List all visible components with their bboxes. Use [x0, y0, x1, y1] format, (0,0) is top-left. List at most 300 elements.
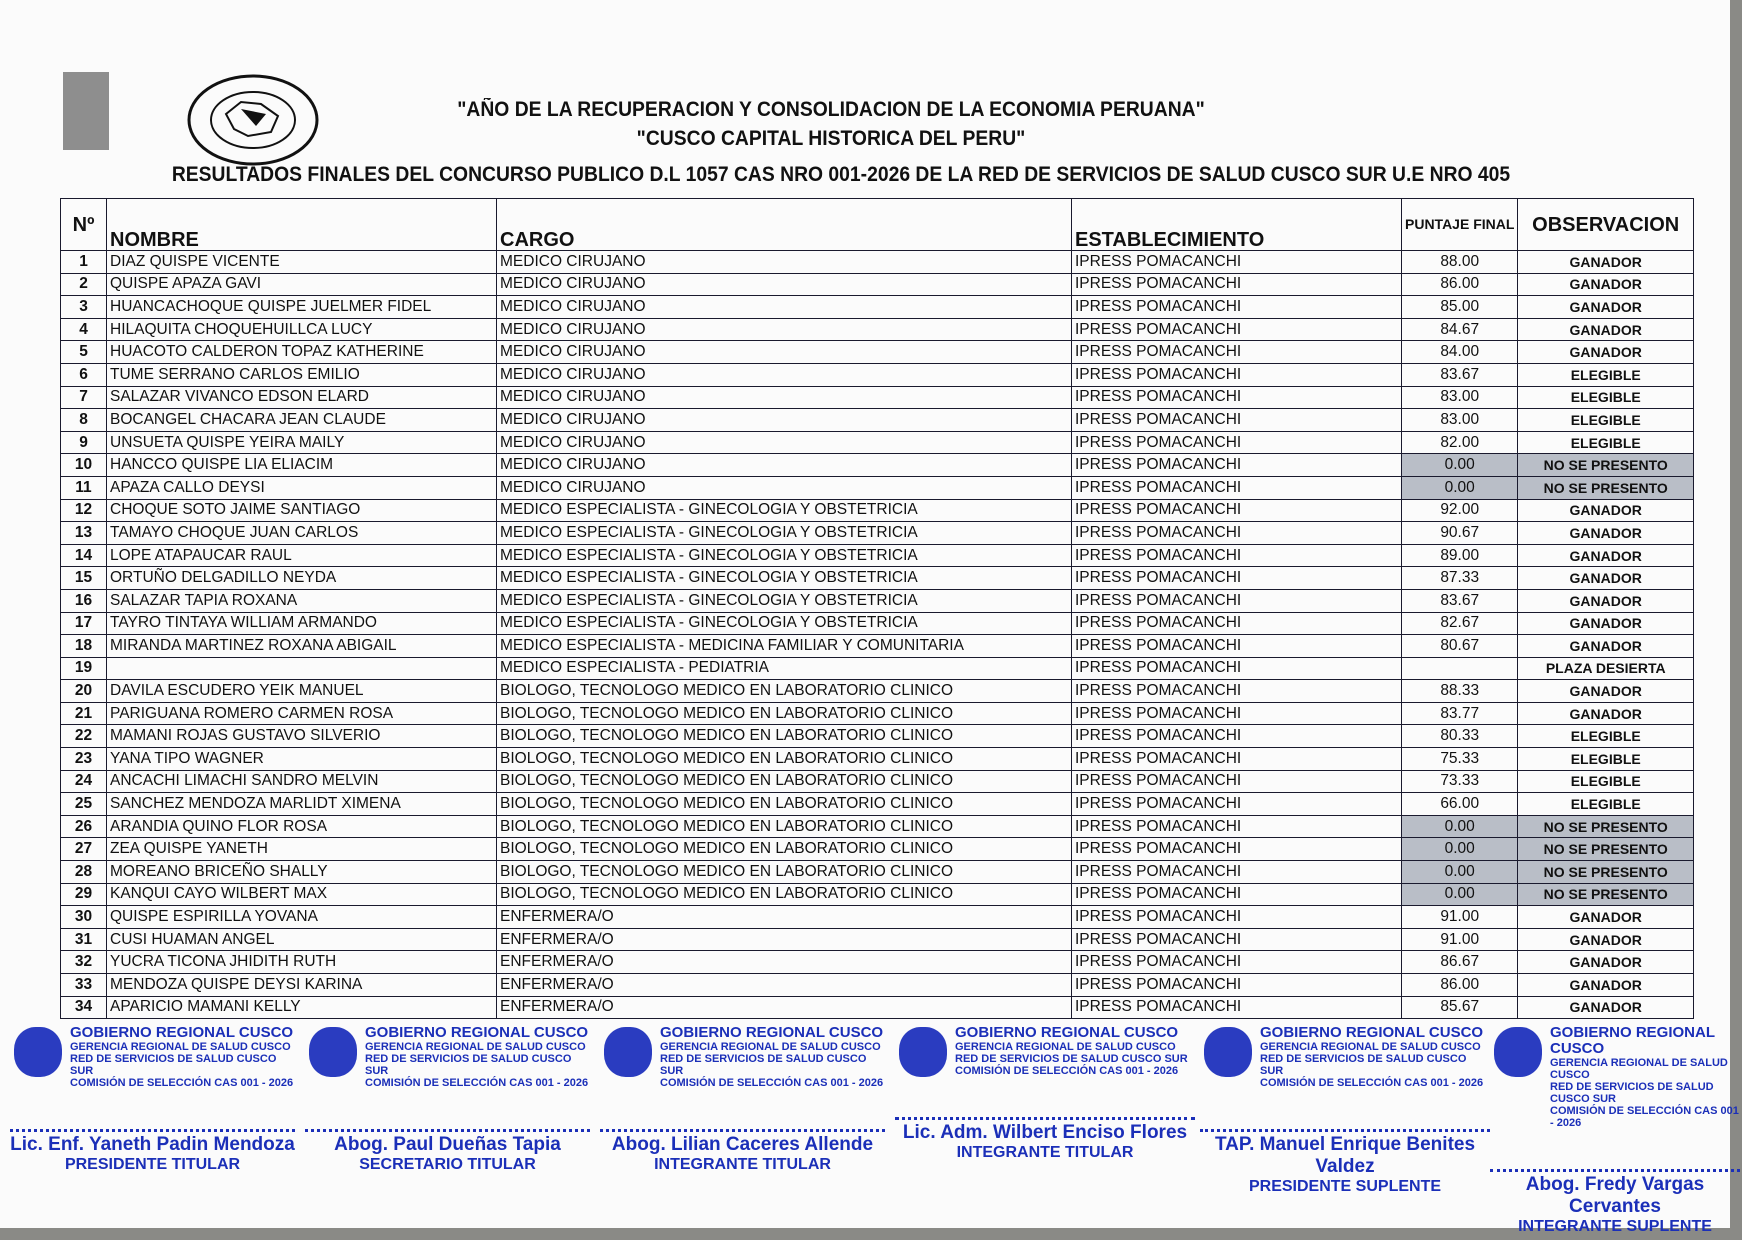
row-nombre: MENDOZA QUISPE DEYSI KARINA	[107, 974, 497, 997]
row-puntaje: 83.00	[1402, 386, 1518, 409]
row-cargo: MEDICO CIRUJANO	[497, 386, 1072, 409]
row-puntaje: 86.00	[1402, 974, 1518, 997]
row-number: 22	[61, 725, 107, 748]
signer-role: PRESIDENTE SUPLENTE	[1248, 1178, 1442, 1195]
row-cargo: MEDICO CIRUJANO	[497, 476, 1072, 499]
row-establecimiento: IPRESS POMACANCHI	[1072, 567, 1402, 590]
table-row	[61, 589, 1694, 612]
row-cargo: BIOLOGO, TECNOLOGO MEDICO EN LABORATORIO CLINICO	[497, 702, 1072, 725]
row-nombre: TUME SERRANO CARLOS EMILIO	[107, 363, 497, 386]
row-number: 30	[61, 906, 107, 929]
row-number: 33	[61, 974, 107, 997]
row-cargo: MEDICO ESPECIALISTA - MEDICINA FAMILIAR Y COMUNITARIA	[497, 635, 1072, 658]
results-table	[60, 198, 1694, 1019]
row-observacion: NO SE PRESENTO	[1518, 476, 1694, 499]
row-number: 17	[61, 612, 107, 635]
table-row	[61, 680, 1694, 703]
stamp-line: GERENCIA REGIONAL DE SALUD CUSCO	[365, 1041, 586, 1053]
row-establecimiento: IPRESS POMACANCHI	[1072, 725, 1402, 748]
row-observacion: NO SE PRESENTO	[1518, 454, 1694, 477]
row-observacion: NO SE PRESENTO	[1518, 838, 1694, 861]
row-establecimiento: IPRESS POMACANCHI	[1072, 431, 1402, 454]
row-number: 24	[61, 770, 107, 793]
row-cargo: MEDICO CIRUJANO	[497, 454, 1072, 477]
row-cargo: BIOLOGO, TECNOLOGO MEDICO EN LABORATORIO CLINICO	[497, 883, 1072, 906]
row-observacion: GANADOR	[1518, 635, 1694, 658]
row-establecimiento: IPRESS POMACANCHI	[1072, 702, 1402, 725]
row-puntaje: 80.67	[1402, 635, 1518, 658]
row-puntaje	[1402, 657, 1518, 680]
signer-name: Abog. Paul Dueñas Tapia	[334, 1134, 561, 1155]
row-number: 23	[61, 748, 107, 771]
col-observacion: OBSERVACION	[1518, 199, 1694, 251]
table-row	[61, 544, 1694, 567]
row-observacion: ELEGIBLE	[1518, 386, 1694, 409]
row-establecimiento: IPRESS POMACANCHI	[1072, 635, 1402, 658]
col-cargo: CARGO	[497, 199, 1072, 251]
row-number: 27	[61, 838, 107, 861]
stamp-line: GOBIERNO REGIONAL CUSCO	[660, 1024, 884, 1041]
row-nombre: PARIGUANA ROMERO CARMEN ROSA	[107, 702, 497, 725]
row-observacion: GANADOR	[1518, 522, 1694, 545]
row-establecimiento: IPRESS POMACANCHI	[1072, 386, 1402, 409]
row-number: 11	[61, 476, 107, 499]
row-puntaje: 91.00	[1402, 906, 1518, 929]
row-establecimiento: IPRESS POMACANCHI	[1072, 296, 1402, 319]
row-establecimiento: IPRESS POMACANCHI	[1072, 363, 1402, 386]
signer-role: INTEGRANTE TITULAR	[956, 1144, 1134, 1161]
row-number: 3	[61, 296, 107, 319]
row-nombre: ZEA QUISPE YANETH	[107, 838, 497, 861]
stamp-line: COMISIÓN DE SELECCIÓN CAS 001 - 2026	[365, 1077, 589, 1089]
row-number: 12	[61, 499, 107, 522]
stamp-line: COMISIÓN DE SELECCIÓN CAS 001 - 2026	[955, 1065, 1179, 1077]
row-establecimiento: IPRESS POMACANCHI	[1072, 974, 1402, 997]
row-puntaje: 86.67	[1402, 951, 1518, 974]
row-puntaje: 90.67	[1402, 522, 1518, 545]
row-observacion: GANADOR	[1518, 589, 1694, 612]
row-nombre: SANCHEZ MENDOZA MARLIDT XIMENA	[107, 793, 497, 816]
row-observacion: GANADOR	[1518, 273, 1694, 296]
header-line-1: "AÑO DE LA RECUPERACION Y CONSOLIDACION DE LA ECONOMIA PERUANA"	[457, 98, 1205, 121]
row-establecimiento: IPRESS POMACANCHI	[1072, 996, 1402, 1019]
row-nombre: HILAQUITA CHOQUEHUILLCA LUCY	[107, 318, 497, 341]
row-observacion: GANADOR	[1518, 612, 1694, 635]
row-puntaje: 91.00	[1402, 928, 1518, 951]
row-establecimiento: IPRESS POMACANCHI	[1072, 657, 1402, 680]
row-number: 2	[61, 273, 107, 296]
signer-role: INTEGRANTE SUPLENTE	[1518, 1218, 1712, 1235]
row-number: 14	[61, 544, 107, 567]
row-establecimiento: IPRESS POMACANCHI	[1072, 770, 1402, 793]
signature-3	[600, 1025, 885, 1174]
row-observacion: GANADOR	[1518, 341, 1694, 364]
stamp-line: RED DE SERVICIOS DE SALUD CUSCO SUR	[1260, 1053, 1467, 1077]
crest-icon	[1494, 1027, 1542, 1077]
crest-icon	[14, 1027, 62, 1077]
stamp-line: COMISIÓN DE SELECCIÓN CAS 001 - 2026	[1260, 1077, 1484, 1089]
row-puntaje: 0.00	[1402, 454, 1518, 477]
row-number: 13	[61, 522, 107, 545]
row-cargo: BIOLOGO, TECNOLOGO MEDICO EN LABORATORIO CLINICO	[497, 770, 1072, 793]
row-puntaje: 84.00	[1402, 341, 1518, 364]
row-observacion: ELEGIBLE	[1518, 725, 1694, 748]
stamp-line: GERENCIA REGIONAL DE SALUD CUSCO	[660, 1041, 881, 1053]
row-cargo: MEDICO CIRUJANO	[497, 363, 1072, 386]
row-puntaje: 85.67	[1402, 996, 1518, 1019]
row-observacion: PLAZA DESIERTA	[1518, 657, 1694, 680]
stamp-line: RED DE SERVICIOS DE SALUD CUSCO SUR	[365, 1053, 572, 1077]
table-row	[61, 725, 1694, 748]
row-cargo: MEDICO CIRUJANO	[497, 318, 1072, 341]
official-stamp	[1490, 1025, 1740, 1129]
row-puntaje: 87.33	[1402, 567, 1518, 590]
row-establecimiento: IPRESS POMACANCHI	[1072, 409, 1402, 432]
row-observacion: NO SE PRESENTO	[1518, 883, 1694, 906]
row-cargo: MEDICO ESPECIALISTA - GINECOLOGIA Y OBSTETRICIA	[497, 589, 1072, 612]
row-cargo: BIOLOGO, TECNOLOGO MEDICO EN LABORATORIO CLINICO	[497, 793, 1072, 816]
col-puntaje: PUNTAJE FINAL	[1402, 199, 1518, 251]
row-cargo: ENFERMERA/O	[497, 996, 1072, 1019]
row-puntaje: 83.67	[1402, 363, 1518, 386]
row-observacion: GANADOR	[1518, 680, 1694, 703]
stamp-line: COMISIÓN DE SELECCIÓN CAS 001 - 2026	[660, 1077, 884, 1089]
row-nombre: TAYRO TINTAYA WILLIAM ARMANDO	[107, 612, 497, 635]
row-puntaje: 0.00	[1402, 815, 1518, 838]
signer-role: INTEGRANTE TITULAR	[654, 1156, 831, 1173]
table-row	[61, 273, 1694, 296]
row-puntaje: 84.67	[1402, 318, 1518, 341]
row-nombre: YANA TIPO WAGNER	[107, 748, 497, 771]
row-observacion: ELEGIBLE	[1518, 793, 1694, 816]
table-row	[61, 883, 1694, 906]
table-row	[61, 454, 1694, 477]
row-establecimiento: IPRESS POMACANCHI	[1072, 454, 1402, 477]
row-cargo: BIOLOGO, TECNOLOGO MEDICO EN LABORATORIO CLINICO	[497, 680, 1072, 703]
row-cargo: ENFERMERA/O	[497, 906, 1072, 929]
signature-line	[1200, 1129, 1490, 1132]
stamp-line: GOBIERNO REGIONAL CUSCO	[1550, 1024, 1715, 1057]
row-establecimiento: IPRESS POMACANCHI	[1072, 589, 1402, 612]
table-row	[61, 635, 1694, 658]
table-row	[61, 296, 1694, 319]
row-nombre: ORTUÑO DELGADILLO NEYDA	[107, 567, 497, 590]
row-nombre: QUISPE APAZA GAVI	[107, 273, 497, 296]
row-number: 20	[61, 680, 107, 703]
signer-name: Abog. Fredy Vargas Cervantes	[1525, 1174, 1705, 1217]
row-cargo: BIOLOGO, TECNOLOGO MEDICO EN LABORATORIO CLINICO	[497, 861, 1072, 884]
row-observacion: NO SE PRESENTO	[1518, 861, 1694, 884]
row-number: 32	[61, 951, 107, 974]
signature-1	[10, 1025, 295, 1174]
row-nombre: UNSUETA QUISPE YEIRA MAILY	[107, 431, 497, 454]
row-nombre: CHOQUE SOTO JAIME SANTIAGO	[107, 499, 497, 522]
row-cargo: MEDICO ESPECIALISTA - GINECOLOGIA Y OBSTETRICIA	[497, 499, 1072, 522]
row-nombre: DIAZ QUISPE VICENTE	[107, 251, 497, 274]
row-nombre: MAMANI ROJAS GUSTAVO SILVERIO	[107, 725, 497, 748]
row-puntaje: 0.00	[1402, 861, 1518, 884]
table-row	[61, 341, 1694, 364]
stamp-line: RED DE SERVICIOS DE SALUD CUSCO SUR	[955, 1053, 1188, 1065]
stamp-line: GERENCIA REGIONAL DE SALUD CUSCO	[955, 1041, 1176, 1053]
signer-role: PRESIDENTE TITULAR	[64, 1156, 241, 1173]
row-nombre: APARICIO MAMANI KELLY	[107, 996, 497, 1019]
signature-line	[305, 1129, 590, 1132]
col-nombre: NOMBRE	[107, 199, 497, 251]
table-row	[61, 951, 1694, 974]
table-row	[61, 928, 1694, 951]
stamp-line: GERENCIA REGIONAL DE SALUD CUSCO	[1550, 1057, 1728, 1081]
row-establecimiento: IPRESS POMACANCHI	[1072, 499, 1402, 522]
row-puntaje: 92.00	[1402, 499, 1518, 522]
table-row	[61, 861, 1694, 884]
crest-icon	[604, 1027, 652, 1077]
stamp-line: COMISIÓN DE SELECCIÓN CAS 001 - 2026	[70, 1077, 294, 1089]
row-number: 21	[61, 702, 107, 725]
row-nombre: MIRANDA MARTINEZ ROXANA ABIGAIL	[107, 635, 497, 658]
row-observacion: GANADOR	[1518, 296, 1694, 319]
signer-name: Abog. Lilian Caceres Allende	[611, 1134, 874, 1155]
row-nombre: APAZA CALLO DEYSI	[107, 476, 497, 499]
signer-role: SECRETARIO TITULAR	[359, 1156, 536, 1173]
official-stamp	[600, 1025, 885, 1089]
table-row	[61, 906, 1694, 929]
signature-block	[0, 1024, 1742, 1235]
row-nombre	[107, 657, 497, 680]
row-puntaje: 86.00	[1402, 273, 1518, 296]
row-establecimiento: IPRESS POMACANCHI	[1072, 951, 1402, 974]
row-number: 5	[61, 341, 107, 364]
row-puntaje: 0.00	[1402, 883, 1518, 906]
table-row	[61, 363, 1694, 386]
document-title: RESULTADOS FINALES DEL CONCURSO PUBLICO D.L 1057 CAS NRO 001-2026 DE LA RED DE SERVICIOS DE SALUD CUSCO SUR U.E NRO 405	[171, 163, 1511, 186]
row-nombre: BOCANGEL CHACARA JEAN CLAUDE	[107, 409, 497, 432]
row-puntaje: 66.00	[1402, 793, 1518, 816]
row-establecimiento: IPRESS POMACANCHI	[1072, 793, 1402, 816]
stamp-line: GERENCIA REGIONAL DE SALUD CUSCO	[1260, 1041, 1481, 1053]
row-observacion: NO SE PRESENTO	[1518, 815, 1694, 838]
table-row	[61, 386, 1694, 409]
row-observacion: ELEGIBLE	[1518, 409, 1694, 432]
row-puntaje: 82.67	[1402, 612, 1518, 635]
row-observacion: GANADOR	[1518, 567, 1694, 590]
signature-line	[1490, 1169, 1740, 1172]
signer-name: TAP. Manuel Enrique Benites Valdez	[1214, 1134, 1476, 1177]
table-row	[61, 499, 1694, 522]
row-number: 29	[61, 883, 107, 906]
official-stamp	[1200, 1025, 1490, 1089]
row-number: 10	[61, 454, 107, 477]
stamp-line: GOBIERNO REGIONAL CUSCO	[70, 1024, 294, 1041]
row-nombre: HUANCACHOQUE QUISPE JUELMER FIDEL	[107, 296, 497, 319]
row-puntaje: 83.67	[1402, 589, 1518, 612]
row-establecimiento: IPRESS POMACANCHI	[1072, 251, 1402, 274]
row-puntaje: 85.00	[1402, 296, 1518, 319]
row-cargo: MEDICO CIRUJANO	[497, 251, 1072, 274]
row-nombre: SALAZAR TAPIA ROXANA	[107, 589, 497, 612]
table-row	[61, 702, 1694, 725]
table-row	[61, 748, 1694, 771]
row-number: 26	[61, 815, 107, 838]
row-cargo: ENFERMERA/O	[497, 951, 1072, 974]
row-nombre: ANCACHI LIMACHI SANDRO MELVIN	[107, 770, 497, 793]
row-observacion: GANADOR	[1518, 928, 1694, 951]
row-observacion: ELEGIBLE	[1518, 748, 1694, 771]
table-row	[61, 815, 1694, 838]
row-number: 19	[61, 657, 107, 680]
stamp-line: RED DE SERVICIOS DE SALUD CUSCO SUR	[70, 1053, 277, 1077]
crest-icon	[309, 1027, 357, 1077]
row-nombre: YUCRA TICONA JHIDITH RUTH	[107, 951, 497, 974]
row-cargo: ENFERMERA/O	[497, 928, 1072, 951]
stamp-line: GOBIERNO REGIONAL CUSCO	[955, 1024, 1179, 1041]
row-establecimiento: IPRESS POMACANCHI	[1072, 612, 1402, 635]
row-nombre: DAVILA ESCUDERO YEIK MANUEL	[107, 680, 497, 703]
row-observacion: ELEGIBLE	[1518, 770, 1694, 793]
table-row	[61, 476, 1694, 499]
row-cargo: BIOLOGO, TECNOLOGO MEDICO EN LABORATORIO CLINICO	[497, 838, 1072, 861]
col-establecimiento: ESTABLECIMIENTO	[1072, 199, 1402, 251]
table-row	[61, 974, 1694, 997]
row-establecimiento: IPRESS POMACANCHI	[1072, 838, 1402, 861]
row-number: 9	[61, 431, 107, 454]
row-cargo: BIOLOGO, TECNOLOGO MEDICO EN LABORATORIO CLINICO	[497, 725, 1072, 748]
row-cargo: MEDICO ESPECIALISTA - GINECOLOGIA Y OBSTETRICIA	[497, 612, 1072, 635]
row-nombre: QUISPE ESPIRILLA YOVANA	[107, 906, 497, 929]
row-cargo: BIOLOGO, TECNOLOGO MEDICO EN LABORATORIO CLINICO	[497, 815, 1072, 838]
official-stamp	[895, 1025, 1195, 1077]
row-cargo: MEDICO ESPECIALISTA - PEDIATRIA	[497, 657, 1072, 680]
row-nombre: MOREANO BRICEÑO SHALLY	[107, 861, 497, 884]
row-puntaje: 75.33	[1402, 748, 1518, 771]
table-row	[61, 409, 1694, 432]
official-stamp	[10, 1025, 295, 1089]
row-nombre: ARANDIA QUINO FLOR ROSA	[107, 815, 497, 838]
row-number: 28	[61, 861, 107, 884]
table-row	[61, 522, 1694, 545]
row-number: 16	[61, 589, 107, 612]
table-row	[61, 318, 1694, 341]
row-establecimiento: IPRESS POMACANCHI	[1072, 906, 1402, 929]
row-puntaje: 73.33	[1402, 770, 1518, 793]
table-row	[61, 567, 1694, 590]
row-establecimiento: IPRESS POMACANCHI	[1072, 748, 1402, 771]
row-puntaje: 83.00	[1402, 409, 1518, 432]
row-cargo: MEDICO CIRUJANO	[497, 273, 1072, 296]
row-observacion: ELEGIBLE	[1518, 363, 1694, 386]
row-puntaje: 89.00	[1402, 544, 1518, 567]
row-nombre: HANCCO QUISPE LIA ELIACIM	[107, 454, 497, 477]
signature-line	[895, 1117, 1195, 1120]
row-establecimiento: IPRESS POMACANCHI	[1072, 861, 1402, 884]
row-cargo: MEDICO CIRUJANO	[497, 409, 1072, 432]
signature-6	[1490, 1025, 1740, 1236]
signer-name: Lic. Enf. Yaneth Padin Mendoza	[10, 1134, 295, 1155]
row-observacion: ELEGIBLE	[1518, 431, 1694, 454]
table-row	[61, 251, 1694, 274]
row-observacion: GANADOR	[1518, 702, 1694, 725]
header-line-2: "CUSCO CAPITAL HISTORICA DEL PERU"	[636, 127, 1026, 150]
table-row	[61, 612, 1694, 635]
row-nombre: KANQUI CAYO WILBERT MAX	[107, 883, 497, 906]
stamp-line: GOBIERNO REGIONAL CUSCO	[365, 1024, 589, 1041]
signature-line	[600, 1129, 885, 1132]
row-number: 18	[61, 635, 107, 658]
row-establecimiento: IPRESS POMACANCHI	[1072, 544, 1402, 567]
row-number: 31	[61, 928, 107, 951]
row-observacion: GANADOR	[1518, 544, 1694, 567]
row-establecimiento: IPRESS POMACANCHI	[1072, 680, 1402, 703]
row-cargo: MEDICO CIRUJANO	[497, 431, 1072, 454]
row-puntaje: 0.00	[1402, 476, 1518, 499]
row-cargo: MEDICO ESPECIALISTA - GINECOLOGIA Y OBSTETRICIA	[497, 544, 1072, 567]
row-puntaje: 83.77	[1402, 702, 1518, 725]
table-row	[61, 838, 1694, 861]
row-puntaje: 88.00	[1402, 251, 1518, 274]
col-n: Nº	[61, 199, 107, 251]
row-establecimiento: IPRESS POMACANCHI	[1072, 883, 1402, 906]
row-observacion: GANADOR	[1518, 974, 1694, 997]
row-nombre: LOPE ATAPAUCAR RAUL	[107, 544, 497, 567]
table-row	[61, 657, 1694, 680]
row-establecimiento: IPRESS POMACANCHI	[1072, 522, 1402, 545]
table-row	[61, 431, 1694, 454]
stamp-line: GERENCIA REGIONAL DE SALUD CUSCO	[70, 1041, 291, 1053]
stamp-line: COMISIÓN DE SELECCIÓN CAS 001 - 2026	[1550, 1105, 1739, 1129]
row-nombre: TAMAYO CHOQUE JUAN CARLOS	[107, 522, 497, 545]
signature-5	[1200, 1025, 1490, 1196]
row-nombre: SALAZAR VIVANCO EDSON ELARD	[107, 386, 497, 409]
row-establecimiento: IPRESS POMACANCHI	[1072, 815, 1402, 838]
row-establecimiento: IPRESS POMACANCHI	[1072, 928, 1402, 951]
signature-2	[305, 1025, 590, 1174]
official-stamp	[305, 1025, 590, 1089]
crest-icon	[899, 1027, 947, 1077]
row-number: 8	[61, 409, 107, 432]
row-observacion: GANADOR	[1518, 499, 1694, 522]
crest-icon	[1204, 1027, 1252, 1077]
row-number: 4	[61, 318, 107, 341]
row-cargo: MEDICO ESPECIALISTA - GINECOLOGIA Y OBSTETRICIA	[497, 567, 1072, 590]
row-nombre: HUACOTO CALDERON TOPAZ KATHERINE	[107, 341, 497, 364]
stamp-line: RED DE SERVICIOS DE SALUD CUSCO SUR	[660, 1053, 867, 1077]
stamp-line: RED DE SERVICIOS DE SALUD CUSCO SUR	[1550, 1081, 1714, 1105]
table-row	[61, 996, 1694, 1019]
row-establecimiento: IPRESS POMACANCHI	[1072, 476, 1402, 499]
row-cargo: MEDICO CIRUJANO	[497, 341, 1072, 364]
row-cargo: BIOLOGO, TECNOLOGO MEDICO EN LABORATORIO CLINICO	[497, 748, 1072, 771]
signer-name: Lic. Adm. Wilbert Enciso Flores	[902, 1122, 1188, 1143]
row-observacion: GANADOR	[1518, 951, 1694, 974]
row-number: 7	[61, 386, 107, 409]
table-row	[61, 793, 1694, 816]
signature-4	[895, 1025, 1195, 1162]
row-establecimiento: IPRESS POMACANCHI	[1072, 341, 1402, 364]
row-number: 34	[61, 996, 107, 1019]
row-puntaje: 88.33	[1402, 680, 1518, 703]
row-observacion: GANADOR	[1518, 318, 1694, 341]
row-number: 6	[61, 363, 107, 386]
row-cargo: ENFERMERA/O	[497, 974, 1072, 997]
table-row	[61, 770, 1694, 793]
row-number: 25	[61, 793, 107, 816]
signature-line	[10, 1129, 295, 1132]
row-establecimiento: IPRESS POMACANCHI	[1072, 318, 1402, 341]
row-puntaje: 80.33	[1402, 725, 1518, 748]
row-number: 1	[61, 251, 107, 274]
row-puntaje: 82.00	[1402, 431, 1518, 454]
row-establecimiento: IPRESS POMACANCHI	[1072, 273, 1402, 296]
